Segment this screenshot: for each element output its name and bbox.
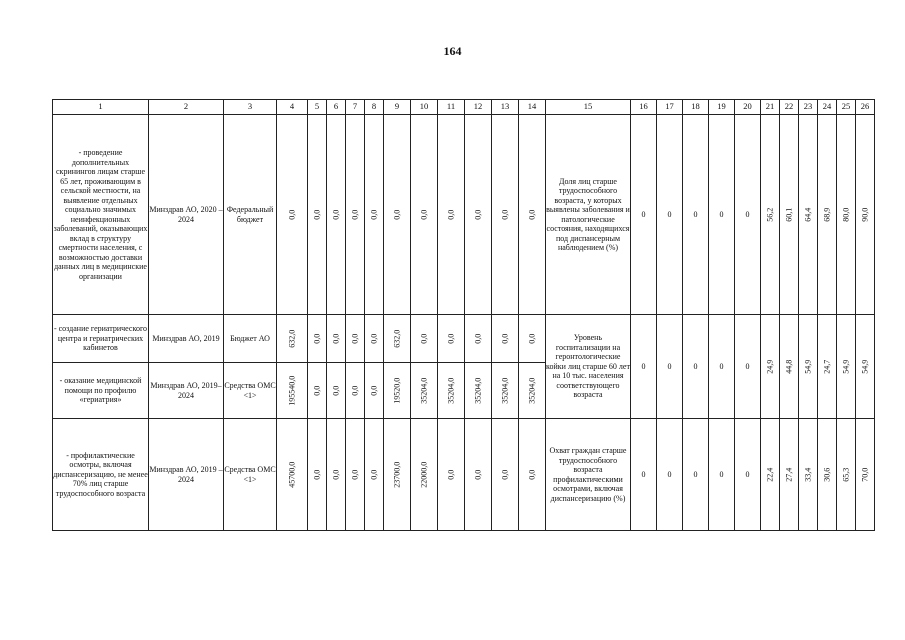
finance-cell: 0,0 [308, 419, 327, 531]
indicator-base-cell: 0 [683, 115, 709, 315]
finance-cell: 0,0 [308, 315, 327, 363]
indicator-target-cell: 54,9 [837, 315, 856, 419]
funding-source-cell: Бюджет АО [224, 315, 277, 363]
finance-cell: 0,0 [346, 315, 365, 363]
indicator-name: Доля лиц старше трудоспособного возраста, у которых выявлены заболевания и патологические состояния, находящихся под диспансерным наблюдением (%) [546, 115, 631, 315]
col-header: 20 [735, 100, 761, 115]
indicator-target-cell: 60,1 [780, 115, 799, 315]
funding-source-cell: Средства ОМС <1> [224, 419, 277, 531]
measure-description: - оказание медицинской помощи по профилю «гериатрия» [53, 363, 149, 419]
col-header: 21 [761, 100, 780, 115]
finance-cell: 0,0 [308, 363, 327, 419]
finance-cell: 0,0 [492, 315, 519, 363]
finance-cell: 0,0 [384, 115, 411, 315]
indicator-target-cell: 80,0 [837, 115, 856, 315]
col-header: 9 [384, 100, 411, 115]
finance-cell: 0,0 [438, 115, 465, 315]
col-header: 2 [149, 100, 224, 115]
finance-cell: 0,0 [327, 115, 346, 315]
page-number: 164 [443, 44, 462, 58]
indicator-base-cell: 0 [709, 419, 735, 531]
col-header: 4 [277, 100, 308, 115]
finance-cell: 0,0 [411, 115, 438, 315]
indicator-target-cell: 68,9 [818, 115, 837, 315]
header-row [53, 100, 875, 115]
col-header: 25 [837, 100, 856, 115]
indicator-base-cell: 0 [657, 115, 683, 315]
finance-cell: 0,0 [365, 363, 384, 419]
finance-cell: 35204,0 [438, 363, 465, 419]
indicator-base-cell: 0 [657, 315, 683, 419]
finance-cell: 0,0 [346, 115, 365, 315]
col-header: 3 [224, 100, 277, 115]
indicator-target-cell: 24,9 [761, 315, 780, 419]
indicator-target-cell: 24,7 [818, 315, 837, 419]
indicator-name: Уровень госпитализации на геронтологические койки лиц старше 60 лет на 10 тыс. населения соответствующего возраста [546, 315, 631, 419]
executor-cell: Минздрав АО, 2019 – 2024 [149, 419, 224, 531]
executor-cell: Минздрав АО, 2019– 2024 [149, 363, 224, 419]
indicator-target-cell: 70,0 [856, 419, 875, 531]
finance-cell: 0,0 [308, 115, 327, 315]
indicator-base-cell: 0 [735, 419, 761, 531]
indicator-target-cell: 30,6 [818, 419, 837, 531]
finance-cell: 35204,0 [465, 363, 492, 419]
finance-cell: 0,0 [465, 115, 492, 315]
indicator-base-cell: 0 [657, 419, 683, 531]
indicator-target-cell: 54,9 [856, 315, 875, 419]
finance-cell: 0,0 [492, 115, 519, 315]
measure-description: - профилактические осмотры, включая диспансеризацию, не менее 70% лиц старше трудоспособного возраста [53, 419, 149, 531]
col-header: 19 [709, 100, 735, 115]
col-header: 11 [438, 100, 465, 115]
col-header: 1 [53, 100, 149, 115]
col-header: 10 [411, 100, 438, 115]
col-header: 6 [327, 100, 346, 115]
col-header: 8 [365, 100, 384, 115]
col-header: 24 [818, 100, 837, 115]
finance-cell: 195540,0 [277, 363, 308, 419]
indicator-target-cell: 56,2 [761, 115, 780, 315]
indicator-base-cell: 0 [631, 315, 657, 419]
indicator-target-cell: 65,3 [837, 419, 856, 531]
table-row [53, 115, 875, 315]
finance-cell: 0,0 [346, 363, 365, 419]
finance-cell: 0,0 [327, 419, 346, 531]
finance-cell: 0,0 [365, 115, 384, 315]
indicator-target-cell: 64,4 [799, 115, 818, 315]
finance-cell: 0,0 [438, 315, 465, 363]
finance-cell: 0,0 [365, 419, 384, 531]
table-row [53, 419, 875, 531]
measure-description: - проведение дополнительных скринингов лицам старше 65 лет, проживающим в сельской местности, на выявление отдельных социально значимых неинфекционных заболеваний, оказывающих вклад в структуру смертности населения, с возможностью доставки данных лиц в медицинские организации [53, 115, 149, 315]
indicator-target-cell: 33,4 [799, 419, 818, 531]
finance-cell: 0,0 [519, 115, 546, 315]
finance-cell: 632,0 [277, 315, 308, 363]
finance-cell: 23700,0 [384, 419, 411, 531]
col-header: 13 [492, 100, 519, 115]
col-header: 22 [780, 100, 799, 115]
finance-cell: 19520,0 [384, 363, 411, 419]
indicator-base-cell: 0 [683, 315, 709, 419]
finance-cell: 45700,0 [277, 419, 308, 531]
col-header: 12 [465, 100, 492, 115]
finance-cell: 0,0 [327, 315, 346, 363]
finance-cell: 0,0 [277, 115, 308, 315]
col-header: 14 [519, 100, 546, 115]
program-table [52, 99, 875, 531]
finance-cell: 632,0 [384, 315, 411, 363]
funding-source-cell: Федеральный бюджет [224, 115, 277, 315]
finance-cell: 0,0 [519, 315, 546, 363]
finance-cell: 35204,0 [519, 363, 546, 419]
finance-cell: 0,0 [465, 419, 492, 531]
indicator-base-cell: 0 [683, 419, 709, 531]
funding-source-cell: Средства ОМС <1> [224, 363, 277, 419]
finance-cell: 0,0 [365, 315, 384, 363]
col-header: 17 [657, 100, 683, 115]
finance-cell: 35204,0 [411, 363, 438, 419]
finance-cell: 0,0 [438, 419, 465, 531]
col-header: 7 [346, 100, 365, 115]
col-header: 5 [308, 100, 327, 115]
finance-cell: 0,0 [519, 419, 546, 531]
indicator-target-cell: 90,0 [856, 115, 875, 315]
indicator-base-cell: 0 [631, 419, 657, 531]
finance-cell: 22000,0 [411, 419, 438, 531]
indicator-target-cell: 54,9 [799, 315, 818, 419]
finance-cell: 0,0 [492, 419, 519, 531]
finance-cell: 0,0 [327, 363, 346, 419]
indicator-target-cell: 44,8 [780, 315, 799, 419]
measure-description: - создание гериатрического центра и гериатрических кабинетов [53, 315, 149, 363]
indicator-target-cell: 27,4 [780, 419, 799, 531]
executor-cell: Минздрав АО, 2019 [149, 315, 224, 363]
indicator-base-cell: 0 [709, 115, 735, 315]
indicator-base-cell: 0 [735, 315, 761, 419]
col-header: 23 [799, 100, 818, 115]
indicator-base-cell: 0 [735, 115, 761, 315]
indicator-name: Охват граждан старше трудоспособного возраста профилактическими осмотрами, включая диспансеризацию (%) [546, 419, 631, 531]
col-header: 16 [631, 100, 657, 115]
table-row [53, 315, 875, 363]
finance-cell: 0,0 [411, 315, 438, 363]
executor-cell: Минздрав АО, 2020 – 2024 [149, 115, 224, 315]
indicator-target-cell: 22,4 [761, 419, 780, 531]
finance-cell: 35204,0 [492, 363, 519, 419]
finance-cell: 0,0 [346, 419, 365, 531]
col-header: 26 [856, 100, 875, 115]
finance-cell: 0,0 [465, 315, 492, 363]
indicator-base-cell: 0 [709, 315, 735, 419]
col-header: 15 [546, 100, 631, 115]
col-header: 18 [683, 100, 709, 115]
indicator-base-cell: 0 [631, 115, 657, 315]
